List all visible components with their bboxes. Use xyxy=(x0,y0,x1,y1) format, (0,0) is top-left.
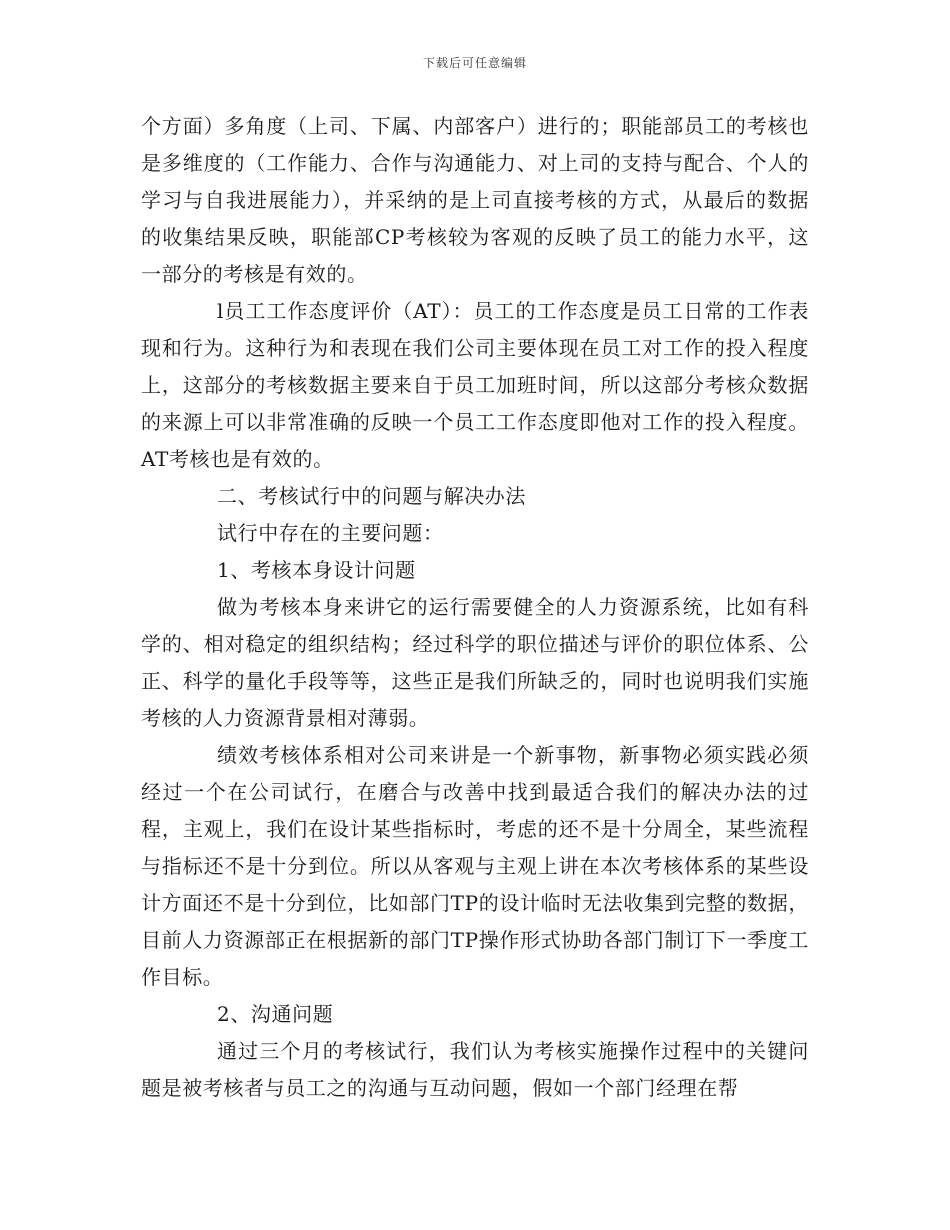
section-heading-problems-solutions: 二、考核试行中的问题与解决办法 xyxy=(217,484,526,508)
paragraph-communication: 通过三个月的考核试行，我们认为考核实施操作过程中的关键问题是被考核者与员工之的沟通与互动问题，假如一个部门经理在帮 xyxy=(141,1039,809,1100)
paragraph-attitude-evaluation: l员工工作态度评价（AT）：员工的工作态度是员工日常的工作表现和行为。这种行为和表现在我们公司主要体现在员工对工作的投入程度上，这部分的考核数据主要来自于员工加班时间，所以这部分考核众数据的来源上可以非常准确的反映一个员工工作态度即他对工作的投入程度。AT考核也是有效的。 xyxy=(141,299,809,471)
paragraph-hr-system: 做为考核本身来讲它的运行需要健全的人力资源系统，比如有科学的、相对稳定的组织结构；经过科学的职位描述与评价的职位体系、公正、科学的量化手段等等，这些正是我们所缺乏的，同时也说明我们实施考核的人力资源背景相对薄弱。 xyxy=(141,595,809,730)
document-body xyxy=(141,108,809,1107)
subheading-main-problems: 试行中存在的主要问题： xyxy=(217,521,444,545)
subheading-communication-problems: 2、沟通问题 xyxy=(217,1002,334,1026)
subheading-design-problems: 1、考核本身设计问题 xyxy=(217,558,416,582)
paragraph-cp-assessment: 个方面）多角度（上司、下属、内部客户）进行的；职能部员工的考核也是多维度的（工作能力、合作与沟通能力、对上司的支持与配合、个人的学习与自我进展能力），并采纳的是上司直接考核的方式，从最后的数据的收集结果反映，职能部CP考核较为客观的反映了员工的能力水平，这一部分的考核是有效的。 xyxy=(141,114,809,286)
page-header: 下载后可任意编辑 xyxy=(422,56,527,70)
paragraph-new-system: 绩效考核体系相对公司来讲是一个新事物，新事物必须实践必须经过一个在公司试行，在磨合与改善中找到最适合我们的解决办法的过程，主观上，我们在设计某些指标时，考虑的还不是十分周全，某些流程与指标还不是十分到位。所以从客观与主观上讲在本次考核体系的某些设计方面还不是十分到位，比如部门TP的设计临时无法收集到完整的数据，目前人力资源部正在根据新的部门TP操作形式协助各部门制订下一季度工作目标。 xyxy=(141,743,809,989)
